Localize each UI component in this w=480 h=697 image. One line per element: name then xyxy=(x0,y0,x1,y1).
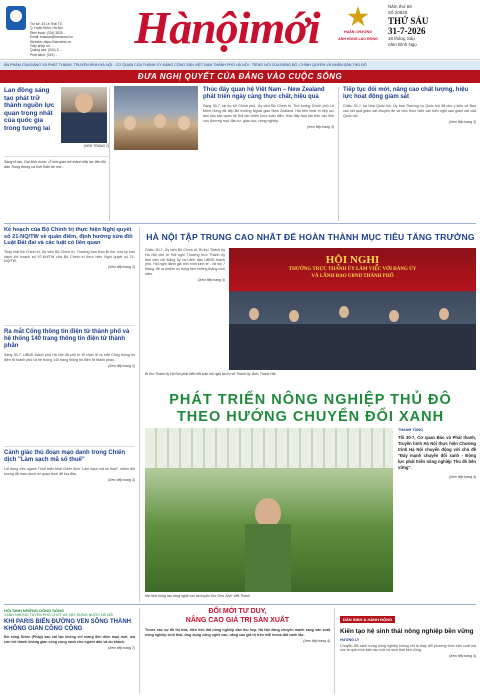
story-headline[interactable]: Tiếp tục đổi mới, nâng cao chất lượng, hiệu lực hoạt động giám sát xyxy=(343,87,469,101)
story-headline[interactable]: KHI PARIS BIẾN ĐƯỜNG VEN SÔNG THÀNH KHÔNG GIAN CÔNG CỘNG xyxy=(4,619,131,632)
section-label: HỘI SINH NHỮNG DÒNG SÔNG xyxy=(4,608,64,613)
bottom-left-story xyxy=(4,608,140,694)
contact-line: Điện thoại: (024) 3825 ... xyxy=(30,30,67,35)
masthead xyxy=(0,0,480,60)
photo-caption: Bí thư Thành ủy Hà Nội phát biểu kết luận hội nghị tại trụ sở Thành ủy. Ảnh: Thanh Hải xyxy=(145,372,276,376)
newspaper-title: Hànộimới xyxy=(134,2,320,53)
contact-line: Phát hành: (024) .... xyxy=(30,52,60,57)
feature-story xyxy=(145,232,476,242)
agri-lead: Tối 30-7, Cơ quan Báo và Phát thanh, Truyền hình Hà Nội thực hiện Chương trình Hà Nội chuyển động với chủ đề "Đảy mạnh chuyển đổi xanh - Động lực phát triển nông nghiệp Thủ đô bền vững". xyxy=(398,435,476,470)
story-source[interactable]: (Xem tiếp trang 3) xyxy=(107,265,135,270)
story-body: Lợi dụng việc ngành Thuế triển khai Chiến dịch "Làm sạch mã số thuế", nhiều đối tượng đã mạo danh cơ quan thuế để lừa đảo. xyxy=(4,467,135,476)
banner-text: HỘI NGHỊ xyxy=(325,254,380,266)
bottom-mid-story xyxy=(145,608,335,694)
left-story-3 xyxy=(4,446,135,482)
top-right-story xyxy=(343,87,476,221)
contact-line: Giấy phép số: ... xyxy=(30,44,55,49)
byline: THANH TÙNG xyxy=(398,428,424,432)
contact-line: Email: toasoan@hanoimoi.vn xyxy=(30,35,73,40)
contact-line: Quảng cáo: (024) 3..... xyxy=(30,48,63,53)
issue-info xyxy=(388,4,476,48)
story-source[interactable]: (Xem tiếp trang 3) xyxy=(448,119,476,124)
byline: HƯƠNG LY xyxy=(340,637,360,642)
top-mid-story xyxy=(203,87,339,221)
pull-quote: Sáng tỏ lao, Dai kinh nước. Ở thời gian trở thành tiếp lạc liên Bộ dân Trung thông và tình thấn ấn mơ... xyxy=(4,160,106,169)
portrait-photo xyxy=(61,87,107,143)
story-source[interactable]: (Xem tiếp trang 3) xyxy=(306,124,334,129)
banner-text: THƯỜNG TRỰC THÀNH ỦY LÀM VIỆC VỚI ĐẢNG ỦY xyxy=(288,267,417,272)
divider xyxy=(4,223,476,224)
conference-photo xyxy=(229,248,476,370)
divider xyxy=(4,604,476,605)
story-body: Sáng 30-7, UBND thành phố Hà Nội đã chủ trì tổ chức lễ ra mắt Cổng thông tin điện tử thành phố và hệ thống 140 trang thông tin điện tử thành phần. xyxy=(4,353,135,362)
feature-caption-box xyxy=(145,372,476,376)
story-body: Sáng 30-7, tại trụ sở Chính phủ, Ủy viên Bộ Chính trị, Thủ tướng Chính phủ Lê Minh Hưng đã tiếp Bộ trưởng Ngoại giao New Zealand. Hai bên nhất trí tiếp tục làm sâu sắc quan hệ Đối tác chiến lược toàn diện, thúc đẩy hợp tác trên các lĩnh vực thương mại, đầu tư, giáo dục, nông nghiệp. xyxy=(203,104,334,123)
medal-caption: HUÂN CHƯƠNG xyxy=(343,30,372,34)
story-source[interactable]: (Xem tiếp trang 7) xyxy=(107,645,135,650)
contact-info xyxy=(30,22,120,57)
story-headline[interactable]: Ra mắt Cổng thông tin điện tử thành phố và hệ thống 140 trang thông tin điện tử thành phần xyxy=(4,329,130,349)
agri-text xyxy=(398,428,476,592)
kicker: XANH NHỮNG TUYẾN PHỐ CHỐT VÀ XÂY DỰNG NƯỚC HÀ NỘI xyxy=(4,613,114,617)
lunar-date: 18 tháng Sáu xyxy=(388,36,415,41)
star-medal-icon xyxy=(347,6,369,28)
publisher-ticker: ẤN PHẨM CỦA ĐẢNG VÀ PHÁT THANH, TRUYỀN HÌNH HÀ NỘI - CƠ QUAN CỦA THÀNH ỦY ĐẢNG CỘNG SẢN VIỆT NAM THÀNH PHỐ HÀ NỘI · TIẾNG NÓI CỦA ĐẢNG BỘ, CHÍNH QUYỀN VÀ NHÂN DÂN THỦ ĐÔ xyxy=(0,61,480,70)
greenhouse-photo xyxy=(145,428,393,592)
story-headline[interactable]: Thúc đẩy quan hệ Việt Nam – New Zealand phát triển ngày càng thực chất, hiệu quả xyxy=(203,87,325,101)
story-body: Thay mặt Bộ Chính trị, Ủy viên Bộ Chính trị, Thường trực Ban Bí thư vừa ký ban hành Kế hoạch số 97-KH/TW của Bộ Chính trị thực hiện Nghị quyết số 21-NQ/TW. xyxy=(4,249,135,264)
slogan-banner: ĐƯA NGHỊ QUYẾT CỦA ĐẢNG VÀO CUỘC SỐNG xyxy=(0,70,480,83)
feature-text xyxy=(145,248,225,370)
story-headline[interactable]: Lan đồng sáng tạo phát trữ thành nguồn lực quan trọng nhất của quốc gia trong tương lai xyxy=(4,87,55,132)
story-body: Bờ sông Seine (Pháp) sau cải tạo không chỉ mang đến diện mạo mới, mà còn trở thành không gian công cộng xanh cho người dân và du khách. xyxy=(4,635,135,644)
photo-caption: Mô hình trồng rau công nghệ cao tại huyện Sóc Sơn. Ảnh: Viết Thành xyxy=(145,594,250,598)
story-body: Chiều 30-7, tại Nhà Quốc hội, Ủy ban Thường vụ Quốc hội đã cho ý kiến về Báo cáo kết quả giám sát chuyên đề và việc thực hiện các kiến nghị sau giám sát của Quốc hội. xyxy=(343,104,476,118)
issue-date: 31-7-2026 xyxy=(388,26,426,36)
story-headline[interactable]: Kế hoạch của Bộ Chính trị thực hiện Nghị quyết số 21-NQ/TW về quản điểm, định hướng sửa đổi Luật Đất đai và các luật có liên quan xyxy=(4,227,133,247)
agri-headline[interactable]: THEO HƯỚNG CHUYỂN ĐỔI XANH xyxy=(176,409,445,425)
medal-caption: ANH HÙNG LAO ĐỘNG xyxy=(338,36,378,41)
agri-headline-box xyxy=(145,392,476,426)
issue-year: Năm thứ 69 xyxy=(388,4,412,9)
issue-weekday: THỨ SÁU xyxy=(388,16,429,26)
contact-line: Q. Hoàn Kiếm, Hà Nội xyxy=(30,26,63,31)
lunar-year: năm Bính Ngọ xyxy=(388,42,417,47)
story-body: Trước xác sự đô thị hóa, diện tích đất nông nghiệp dần thu hẹp. Hà Nội đang chuyển mạnh sang sản xuất nông nghiệp sinh thái, ứng dụng công nghệ cao, nâng cao giá trị trên mỗi hecta đất canh tác. xyxy=(145,628,330,637)
story-source[interactable]: (Xem tiếp trang 4) xyxy=(448,654,476,659)
story-source[interactable]: (XEM TRANG 2) xyxy=(83,144,109,148)
issue-number: Số 20826 xyxy=(388,10,408,15)
story-headline[interactable]: ĐỔI MỚI TƯ DUY, xyxy=(208,608,267,615)
story-source[interactable]: (Xem tiếp trang 3) xyxy=(107,363,135,368)
feature-headline[interactable]: HÀ NỘI TẬP TRUNG CAO NHẤT ĐỂ HOÀN THÀNH MỤC TIÊU TĂNG TRƯỞNG xyxy=(146,232,475,242)
feature-body: Chiều 30-7, Ủy viên Bộ Chính trị, Bí thư Thành ủy Hà Nội chủ trì Hội nghị Thường trực Thành ủy làm việc với Đảng ủy và Lãnh đạo UBND thành phố. Hội nghị đánh giá tình hình kinh tế - xã hội 7 tháng, đề ra nhiệm vụ trọng tâm những tháng cuối năm. xyxy=(145,248,225,276)
publisher-logo xyxy=(6,6,26,30)
story-headline[interactable]: Kiến tạo hệ sinh thái nông nghiệp bền vững xyxy=(340,628,474,635)
banner-text: VÀ LÃNH ĐẠO UBND THÀNH PHỐ xyxy=(311,273,394,279)
top-left-story xyxy=(4,87,110,221)
contact-line: Trụ sở: 44 Lê Thái Tổ, xyxy=(30,22,63,26)
story-source[interactable]: (Xem tiếp trang 4) xyxy=(448,475,476,479)
story-source[interactable]: (Xem tiếp trang 4) xyxy=(302,638,330,643)
section-tag: DÂN SINH & HÀNH ĐỘNG xyxy=(340,616,395,623)
medal-emblem xyxy=(338,6,378,41)
agri-headline[interactable]: PHÁT TRIỂN NÔNG NGHIỆP THỦ ĐÔ xyxy=(169,392,452,408)
story-source[interactable]: (Xem tiếp trang 3) xyxy=(107,477,135,482)
story-headline[interactable]: Cảnh giác thủ đoạn mạo danh trong Chiến dịch "Làm sạch mã số thuế" xyxy=(4,450,125,463)
meeting-photo xyxy=(114,86,198,150)
bottom-right-story xyxy=(340,608,476,694)
left-story-2 xyxy=(4,325,135,443)
agri-caption-box xyxy=(145,594,476,598)
left-column xyxy=(4,227,140,602)
story-body: Chuyển đổi xanh trong nông nghiệp không chỉ là thay đổi phương thức sản xuất mà còn là quá trình kiến tạo một hệ sinh thái bền vững. xyxy=(340,643,476,653)
left-story-1 xyxy=(4,227,135,322)
story-source[interactable]: (Xem tiếp trang 3) xyxy=(197,277,225,282)
story-headline[interactable]: NÂNG CAO GIÁ TRỊ SẢN XUẤT xyxy=(185,616,290,624)
contact-line: Website: https://hanoimoi.vn xyxy=(30,39,72,44)
